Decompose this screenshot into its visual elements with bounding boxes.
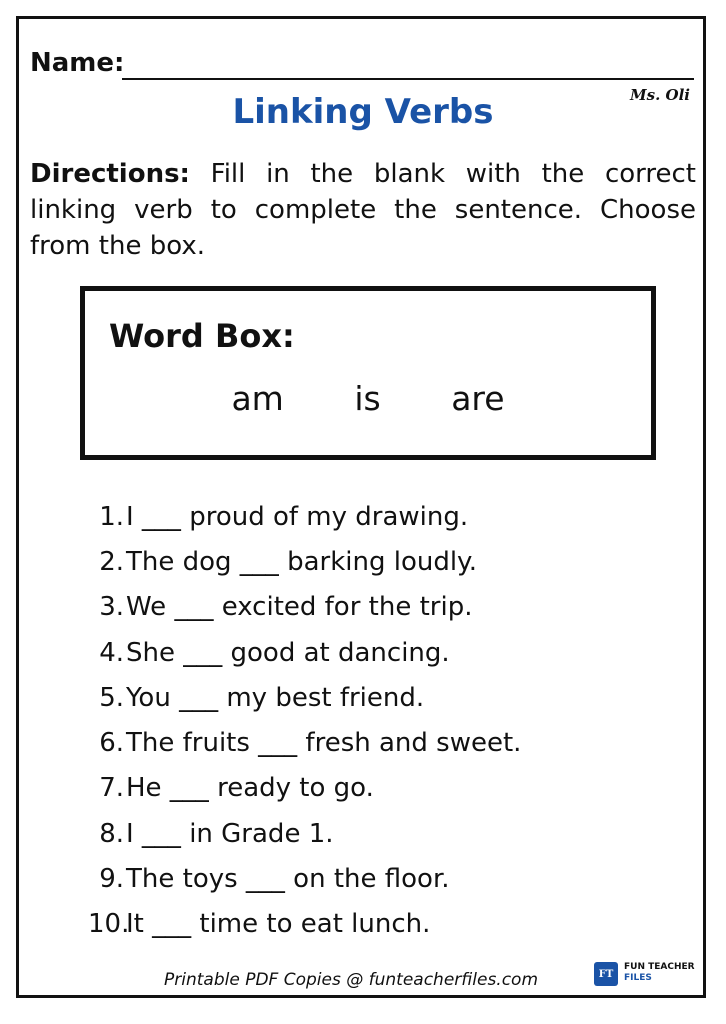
word-box	[80, 286, 656, 460]
directions-label: Directions:	[30, 159, 190, 189]
question-number: 3.	[99, 592, 124, 623]
name-blank-line	[122, 78, 694, 80]
question-item	[88, 585, 688, 630]
question-number: 9.	[99, 864, 124, 895]
name-row	[30, 48, 694, 84]
question-number: 8.	[99, 818, 124, 849]
question-item	[88, 766, 688, 811]
author-signature: Ms. Oli	[630, 86, 690, 104]
question-text: You ___ my best friend.	[126, 682, 425, 713]
question-item	[88, 902, 688, 947]
question-list	[88, 494, 688, 947]
word-is: is	[354, 379, 381, 418]
question-item	[88, 720, 688, 765]
logo-mark-icon: FT	[594, 962, 618, 986]
question-text: The dog ___ barking loudly.	[126, 546, 477, 577]
question-number: 4.	[99, 637, 124, 668]
question-number: 7.	[99, 773, 124, 804]
question-text: I ___ in Grade 1.	[126, 818, 334, 849]
question-number: 5.	[99, 682, 124, 713]
directions	[30, 156, 696, 264]
question-text: We ___ excited for the trip.	[126, 592, 473, 623]
question-item	[88, 856, 688, 901]
logo-line-1: FUN TEACHER	[624, 962, 695, 972]
word-box-title: Word Box:	[109, 317, 295, 355]
question-text: I ___ proud of my drawing.	[126, 501, 469, 532]
name-label: Name:	[30, 48, 125, 78]
word-box-words	[85, 379, 651, 418]
page-title: Linking Verbs	[232, 92, 494, 132]
question-item	[88, 811, 688, 856]
logo-text	[624, 962, 695, 984]
question-text: It ___ time to eat lunch.	[126, 909, 431, 940]
question-number: 6.	[99, 728, 124, 759]
footer-text: Printable PDF Copies @ funteacherfiles.com	[164, 970, 539, 990]
question-item	[88, 630, 688, 675]
word-are: are	[451, 379, 505, 418]
question-text: He ___ ready to go.	[126, 773, 374, 804]
word-am: am	[231, 379, 284, 418]
question-text: The fruits ___ fresh and sweet.	[126, 728, 522, 759]
question-number: 1.	[99, 501, 124, 532]
question-text: The toys ___ on the floor.	[126, 864, 450, 895]
question-item	[88, 539, 688, 584]
publisher-logo	[594, 960, 698, 988]
question-number: 2.	[99, 546, 124, 577]
question-item	[88, 494, 688, 539]
question-number: 10.	[88, 909, 130, 940]
logo-line-2: FILES	[624, 973, 652, 983]
directions-text: Fill in the blank with the correct linking verb to complete the sentence. Choose from the box.	[30, 159, 696, 261]
question-text: She ___ good at dancing.	[126, 637, 450, 668]
question-item	[88, 675, 688, 720]
